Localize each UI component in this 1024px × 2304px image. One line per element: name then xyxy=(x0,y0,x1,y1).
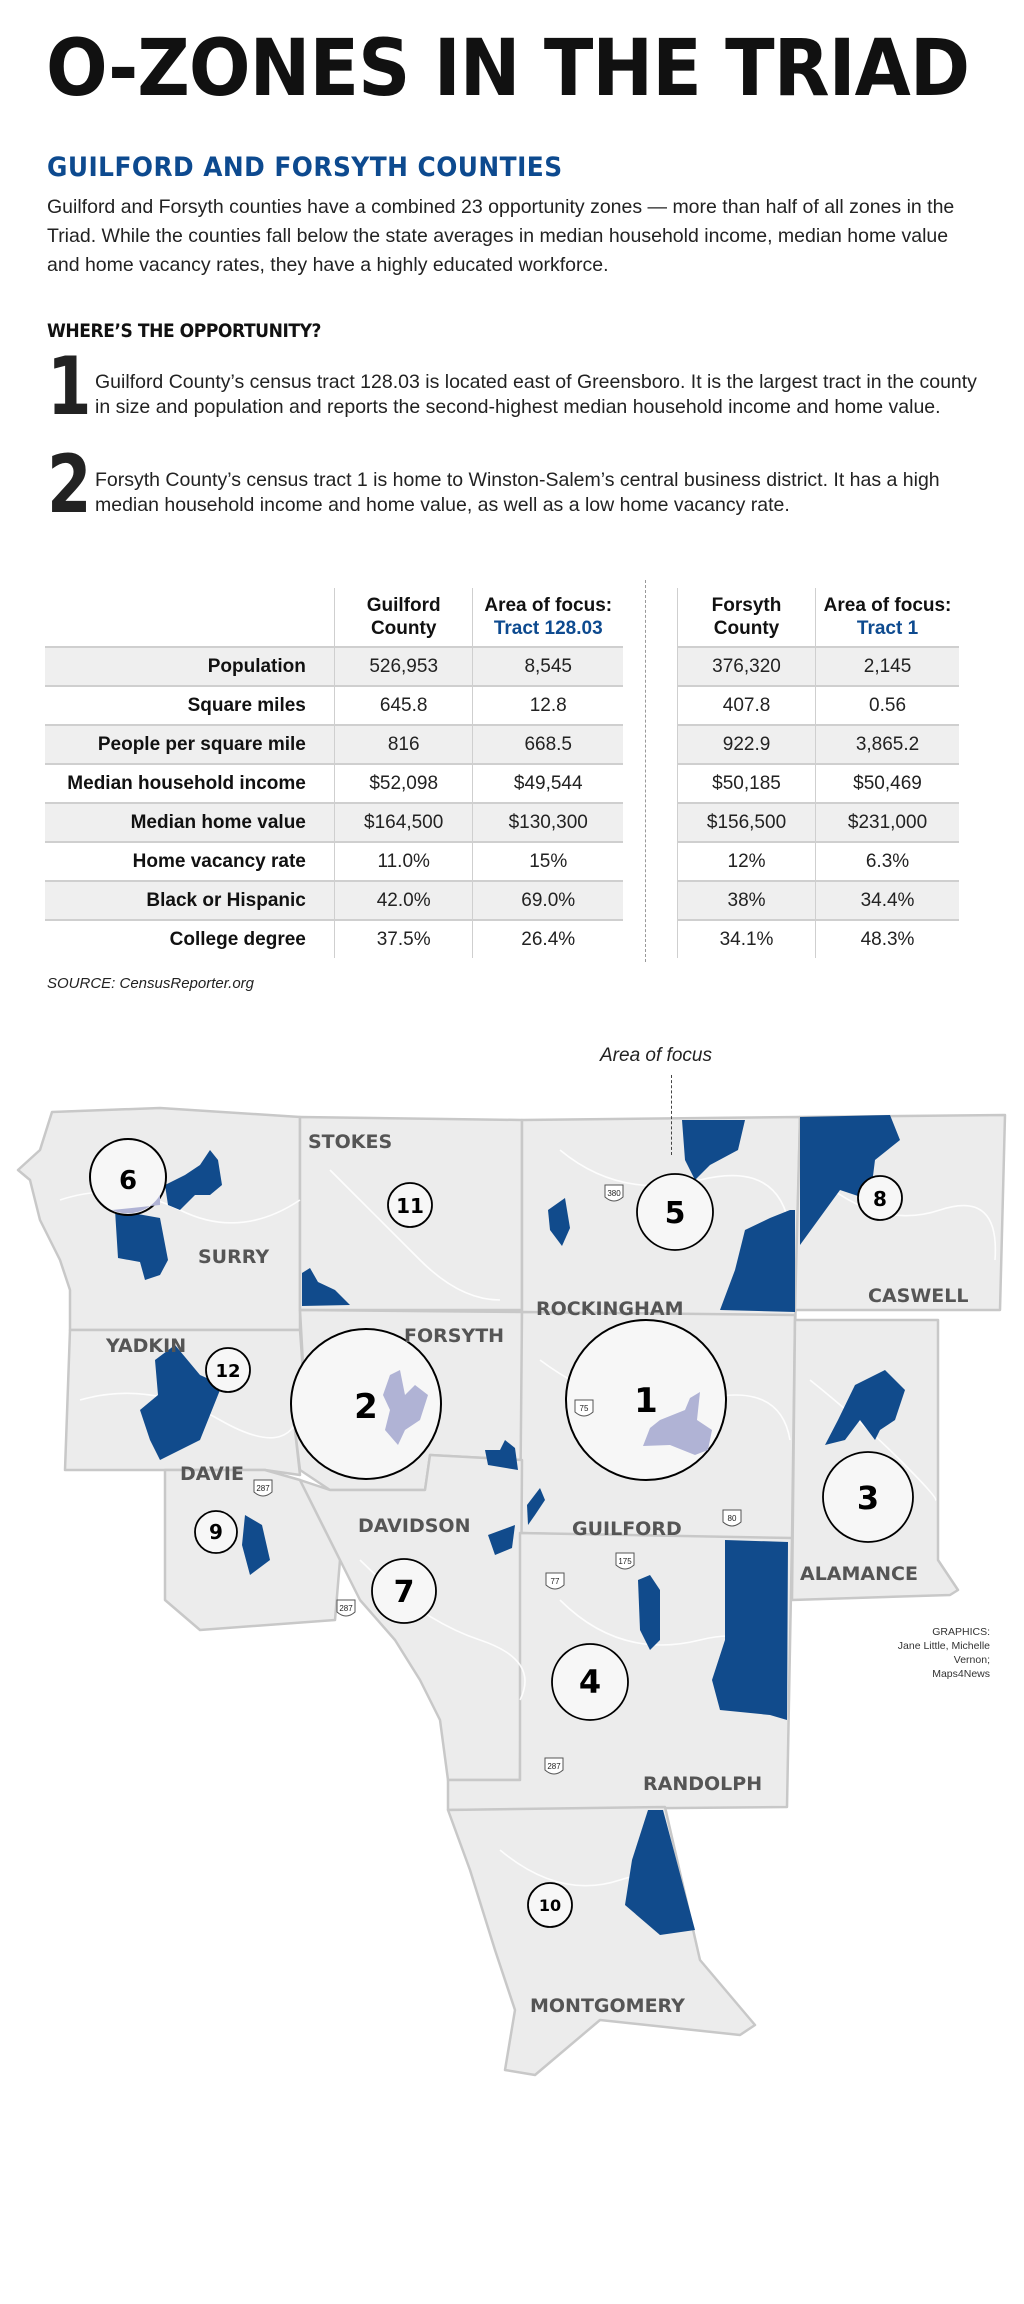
cell: $49,544 xyxy=(473,764,623,803)
cell: 38% xyxy=(678,881,816,920)
highway-shield-175: 175 xyxy=(618,1557,632,1566)
cell: $50,185 xyxy=(678,764,816,803)
zone-marker-10: 10 xyxy=(538,1896,562,1915)
credit-line: GRAPHICS: xyxy=(932,1626,990,1638)
zone-marker-7: 7 xyxy=(393,1575,415,1610)
row-label: Square miles xyxy=(45,686,334,725)
header-tract-name: Tract 1 xyxy=(856,618,919,639)
row-label: Black or Hispanic xyxy=(45,881,334,920)
source-note: SOURCE: CensusReporter.org xyxy=(47,975,255,992)
cell: 922.9 xyxy=(678,725,816,764)
cell: 645.8 xyxy=(334,686,473,725)
cell: 34.4% xyxy=(816,881,959,920)
cell: 6.3% xyxy=(816,842,959,881)
item-text: Guilford County’s census tract 128.03 is located east of Greensboro. It is the largest tract in the county in size and population and reports the second-highest median household income and home value. xyxy=(95,371,977,418)
cell: 26.4% xyxy=(473,920,623,958)
cell: 12% xyxy=(678,842,816,881)
county-label-alamance: ALAMANCE xyxy=(800,1563,918,1585)
county-label-stokes: STOKES xyxy=(308,1131,393,1153)
highway-shield-380: 380 xyxy=(607,1189,621,1198)
zone-marker-6: 6 xyxy=(118,1166,138,1196)
area-of-focus-label: Area of focus xyxy=(600,1045,712,1066)
credit-line: Jane Little, Michelle Vernon; xyxy=(897,1640,990,1666)
cell: 3,865.2 xyxy=(816,725,959,764)
zone-marker-4: 4 xyxy=(578,1663,602,1701)
cell: 0.56 xyxy=(816,686,959,725)
zone-marker-9: 9 xyxy=(209,1520,223,1544)
row-label: College degree xyxy=(45,920,334,958)
credit-line: Maps4News xyxy=(932,1668,990,1680)
focus-circle-6 xyxy=(90,1139,166,1215)
header-line: Forsyth xyxy=(711,595,782,616)
cell: 376,320 xyxy=(678,647,816,686)
county-montgomery xyxy=(448,1807,755,2075)
zone-marker-1: 1 xyxy=(634,1381,658,1421)
zone-marker-11: 11 xyxy=(396,1194,424,1218)
cell: 37.5% xyxy=(334,920,473,958)
zone-marker-12: 12 xyxy=(215,1361,241,1382)
cell: 2,145 xyxy=(816,647,959,686)
graphics-credit xyxy=(860,1625,990,1681)
zone-marker-8: 8 xyxy=(873,1187,887,1211)
item-number: 1 xyxy=(47,340,92,433)
highway-shield-75: 75 xyxy=(579,1404,589,1413)
zone-marker-3: 3 xyxy=(856,1479,880,1517)
focus-circle-2 xyxy=(291,1329,441,1479)
cell: $50,469 xyxy=(816,764,959,803)
county-label-caswell: CASWELL xyxy=(868,1285,969,1307)
section-subtitle: GUILFORD AND FORSYTH COUNTIES xyxy=(47,152,563,183)
header-line: County xyxy=(713,618,780,639)
header-line: Area of focus: xyxy=(484,595,613,616)
cell: 526,953 xyxy=(334,647,473,686)
highway-shield-287: 287 xyxy=(256,1484,270,1493)
cell: $130,300 xyxy=(473,803,623,842)
cell: $231,000 xyxy=(816,803,959,842)
cell: 407.8 xyxy=(678,686,816,725)
county-label-rockingham: ROCKINGHAM xyxy=(536,1298,684,1320)
county-label-yadkin: YADKIN xyxy=(106,1335,187,1357)
county-label-guilford: GUILFORD xyxy=(572,1518,682,1540)
cell: 48.3% xyxy=(816,920,959,958)
header-tract-name: Tract 128.03 xyxy=(493,618,603,639)
cell: 69.0% xyxy=(473,881,623,920)
county-label-davidson: DAVIDSON xyxy=(358,1515,471,1537)
cell: 42.0% xyxy=(334,881,473,920)
county-label-surry: SURRY xyxy=(198,1246,270,1268)
cell: $156,500 xyxy=(678,803,816,842)
highway-shield-287: 287 xyxy=(339,1604,353,1613)
header-line: County xyxy=(370,618,437,639)
cell: $164,500 xyxy=(334,803,473,842)
county-label-davie: DAVIE xyxy=(180,1463,244,1485)
cell: $52,098 xyxy=(334,764,473,803)
cell: 15% xyxy=(473,842,623,881)
row-label: Median household income xyxy=(45,764,334,803)
county-label-montgomery: MONTGOMERY xyxy=(530,1995,685,2017)
cell: 11.0% xyxy=(334,842,473,881)
page-title: O-ZONES IN THE TRIAD xyxy=(46,24,970,114)
cell: 34.1% xyxy=(678,920,816,958)
intro-text: Guilford and Forsyth counties have a combined 23 opportunity zones — more than half of all zones in the Triad. While the counties fall below the state averages in median household income, median home value and home vacancy rates, they have a highly educated workforce. xyxy=(47,196,955,276)
row-label: Median home value xyxy=(45,803,334,842)
county-label-forsyth: FORSYTH xyxy=(404,1325,505,1347)
cell: 668.5 xyxy=(473,725,623,764)
header-line: Area of focus: xyxy=(823,595,952,616)
highway-shield-77: 77 xyxy=(550,1577,560,1586)
item-text: Forsyth County’s census tract 1 is home to Winston-Salem’s central business district. It has a high median household income and home value, as well as a low home vacancy rate. xyxy=(95,469,940,516)
cell: 8,545 xyxy=(473,647,623,686)
header-line: Guilford xyxy=(366,595,441,616)
item-number: 2 xyxy=(47,438,92,531)
opportunity-heading: WHERE’S THE OPPORTUNITY? xyxy=(47,320,322,342)
zone-marker-5: 5 xyxy=(664,1196,686,1231)
highway-shield-287: 287 xyxy=(547,1762,561,1771)
row-label: Population xyxy=(45,647,334,686)
row-label: Home vacancy rate xyxy=(45,842,334,881)
highway-shield-80: 80 xyxy=(727,1514,737,1523)
cell: 816 xyxy=(334,725,473,764)
area-of-focus-leader-line xyxy=(671,1075,672,1155)
cell: 12.8 xyxy=(473,686,623,725)
row-label: People per square mile xyxy=(45,725,334,764)
zone-marker-2: 2 xyxy=(354,1387,378,1427)
county-label-randolph: RANDOLPH xyxy=(643,1773,763,1795)
